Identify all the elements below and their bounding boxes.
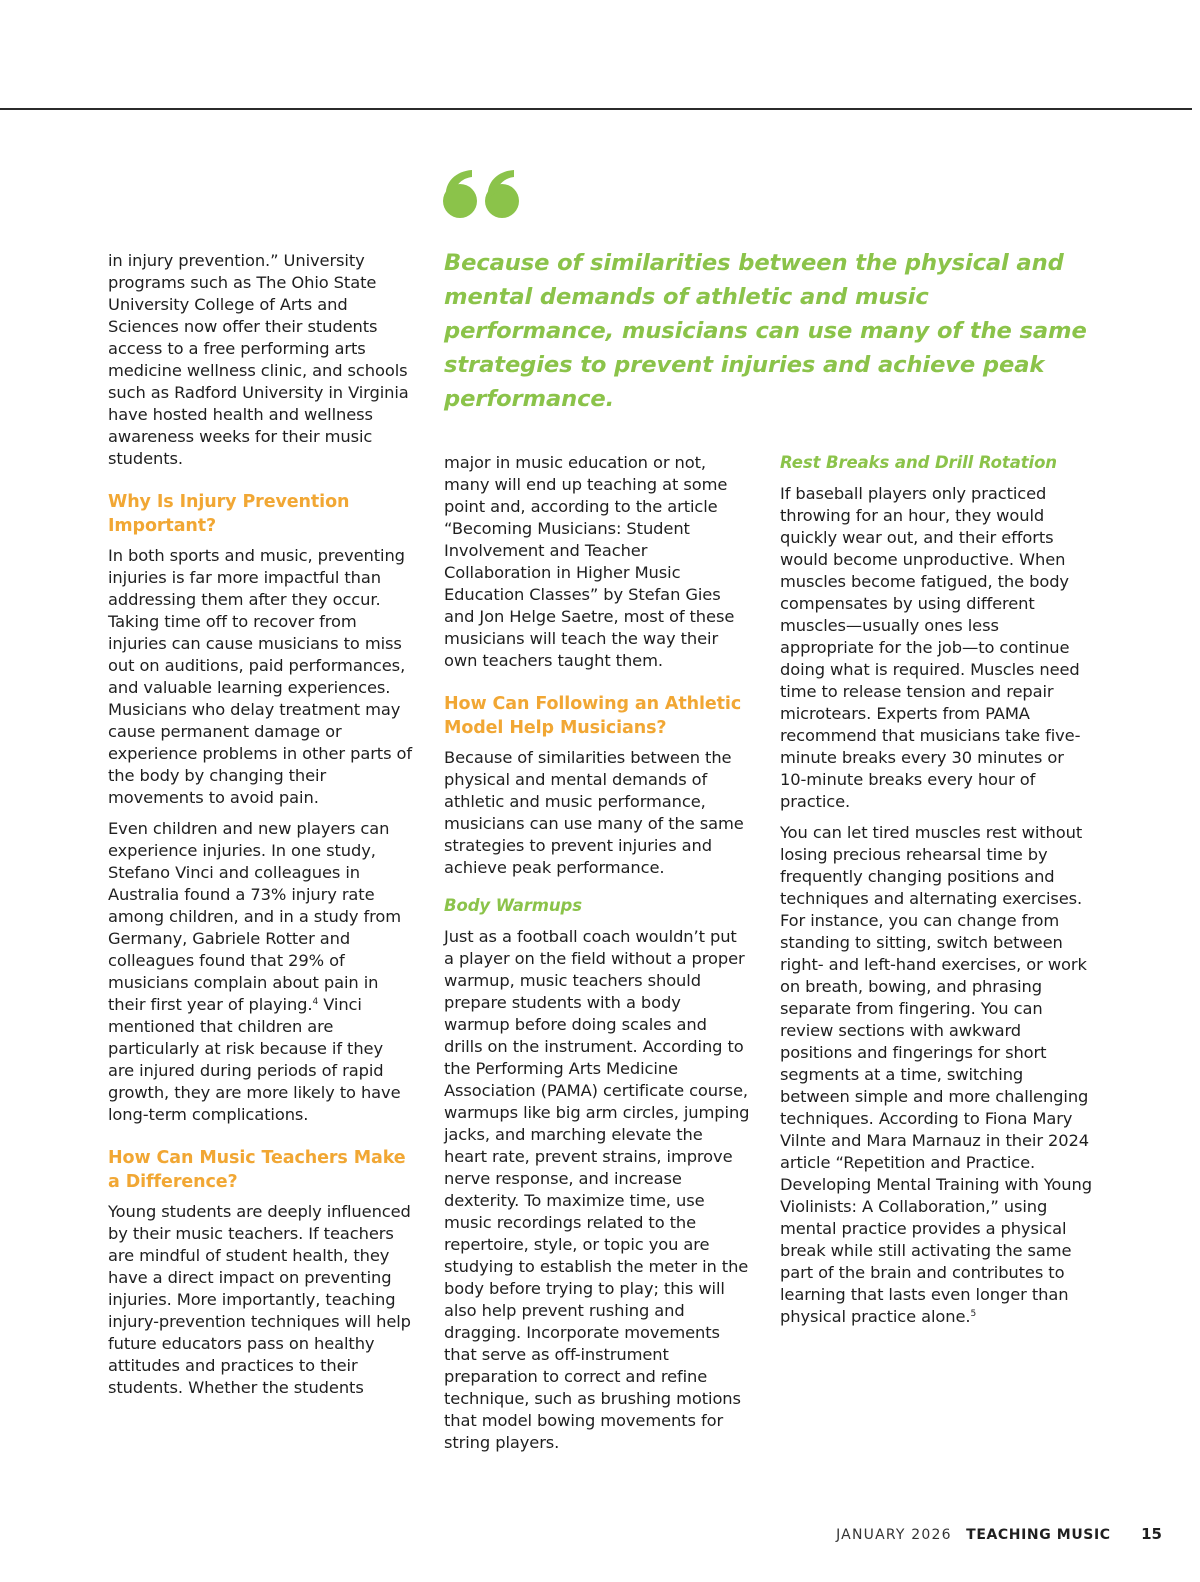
paragraph-text: Even children and new players can experience injuries. In one study, Stefano Vinci and colleagues in Australia found a 73% injury rate among children, and in a study from Germany, Gabriele Rotter and colleagues found that 29% of musicians complain about pain in their first year of playing. bbox=[108, 819, 401, 1014]
magazine-title: TEACHING MUSIC bbox=[966, 1527, 1111, 1543]
page-number: 15 bbox=[1141, 1525, 1162, 1543]
footnote-ref[interactable]: 4 bbox=[312, 997, 319, 1007]
column-1 bbox=[108, 250, 413, 1408]
pull-quote: Because of similarities between the physical and mental demands of athletic and music performance, musicians can use many of the same strategies to prevent injuries and achieve peak performance. bbox=[444, 250, 1087, 412]
paragraph: Because of similarities between the physical and mental demands of athletic and music performance, musicians can use many of the same strategies to prevent injuries and achieve peak performance. bbox=[444, 748, 744, 877]
paragraph: Young students are deeply influenced by their music teachers. If teachers are mindful of student health, they have a direct impact on preventing injuries. More importantly, teaching injury-prevention techniques will help future educators pass on healthy attitudes and practices to their students. Whether the students bbox=[108, 1202, 411, 1397]
page-footer bbox=[836, 1524, 1162, 1545]
paragraph-text: Vinci mentioned that children are particularly at risk because if they are injured during periods of rapid growth, they are more likely to have long-term complications. bbox=[108, 995, 401, 1124]
top-rule bbox=[0, 108, 1192, 110]
quotation-mark-icon bbox=[442, 168, 524, 220]
paragraph: major in music education or not, many will end up teaching at some point and, according to the article “Becoming Musicians: Student Involvement and Teacher Collaboration in Higher Music Education Classes” by Stefan Gies and Jon Helge Saetre, most of these musicians will teach the way their own teachers taught them. bbox=[444, 453, 735, 670]
column-2 bbox=[444, 452, 750, 1463]
section-heading: Why Is Injury Prevention Important? bbox=[108, 492, 350, 536]
section-heading: How Can Music Teachers Make a Difference? bbox=[108, 1148, 406, 1192]
footnote-ref[interactable]: 5 bbox=[970, 1309, 977, 1319]
paragraph: in injury prevention.” University programs such as The Ohio State University College of Arts and Sciences now offer their students access to a free performing arts medicine wellness clinic, and schools such as Radford University in Virginia have hosted health and wellness awareness weeks for their music students. bbox=[108, 251, 409, 468]
issue-date: JANUARY 2026 bbox=[836, 1527, 952, 1543]
paragraph: In both sports and music, preventing injuries is far more impactful than addressing them after they occur. Taking time off to recover from injuries can cause musicians to miss out on auditions, paid performances, and valuable learning experiences. Musicians who delay treatment may cause permanent damage or experience problems in other parts of the body by changing their movements to avoid pain. bbox=[108, 546, 413, 807]
paragraph: If baseball players only practiced throwing for an hour, they would quickly wear out, and their efforts would become unproductive. When muscles become fatigued, the body compensates by using different muscles—usually ones less appropriate for the job—to continue doing what is required. Muscles need time to release tension and repair microtears. Experts from PAMA recommend that musicians take five-minute breaks every 30 minutes or 10-minute breaks every hour of practice. bbox=[780, 484, 1081, 811]
sub-heading: Body Warmups bbox=[444, 896, 582, 915]
paragraph bbox=[108, 818, 413, 1126]
paragraph-text: You can let tired muscles rest without losing precious rehearsal time by frequently changing positions and techniques and alternating exercises. For instance, you can change from standing to sitting, switch between right- and left-hand exercises, or work on breath, bowing, and phrasing separate from fingering. You can review sections with awkward positions and fingerings for short segments at a time, switching between simple and more challenging techniques. According to Fiona Mary Vilnte and Mara Marnauz in their 2024 article “Repetition and Practice. Developing Mental Training with Young Violinists: A Collaboration,” using mental practice provides a physical break while still activating the same part of the brain and contributes to learning that lasts even longer than physical practice alone. bbox=[780, 823, 1092, 1326]
paragraph: Just as a football coach wouldn’t put a player on the field without a proper warmup, music teachers should prepare students with a body warmup before doing scales and drills on the instrument. According to the Performing Arts Medicine Association (PAMA) certificate course, warmups like big arm circles, jumping jacks, and marching elevate the heart rate, prevent strains, improve nerve response, and increase dexterity. To maximize time, use music recordings related to the repertoire, style, or topic you are studying to establish the meter in the body before trying to play; this will also help prevent rushing and dragging. Incorporate movements that serve as off-instrument preparation to correct and refine technique, such as brushing motions that model bowing movements for string players. bbox=[444, 927, 750, 1452]
sub-heading: Rest Breaks and Drill Rotation bbox=[780, 453, 1057, 472]
column-3 bbox=[780, 452, 1092, 1337]
section-heading: How Can Following an Athletic Model Help Musicians? bbox=[444, 694, 742, 738]
paragraph bbox=[780, 822, 1092, 1328]
